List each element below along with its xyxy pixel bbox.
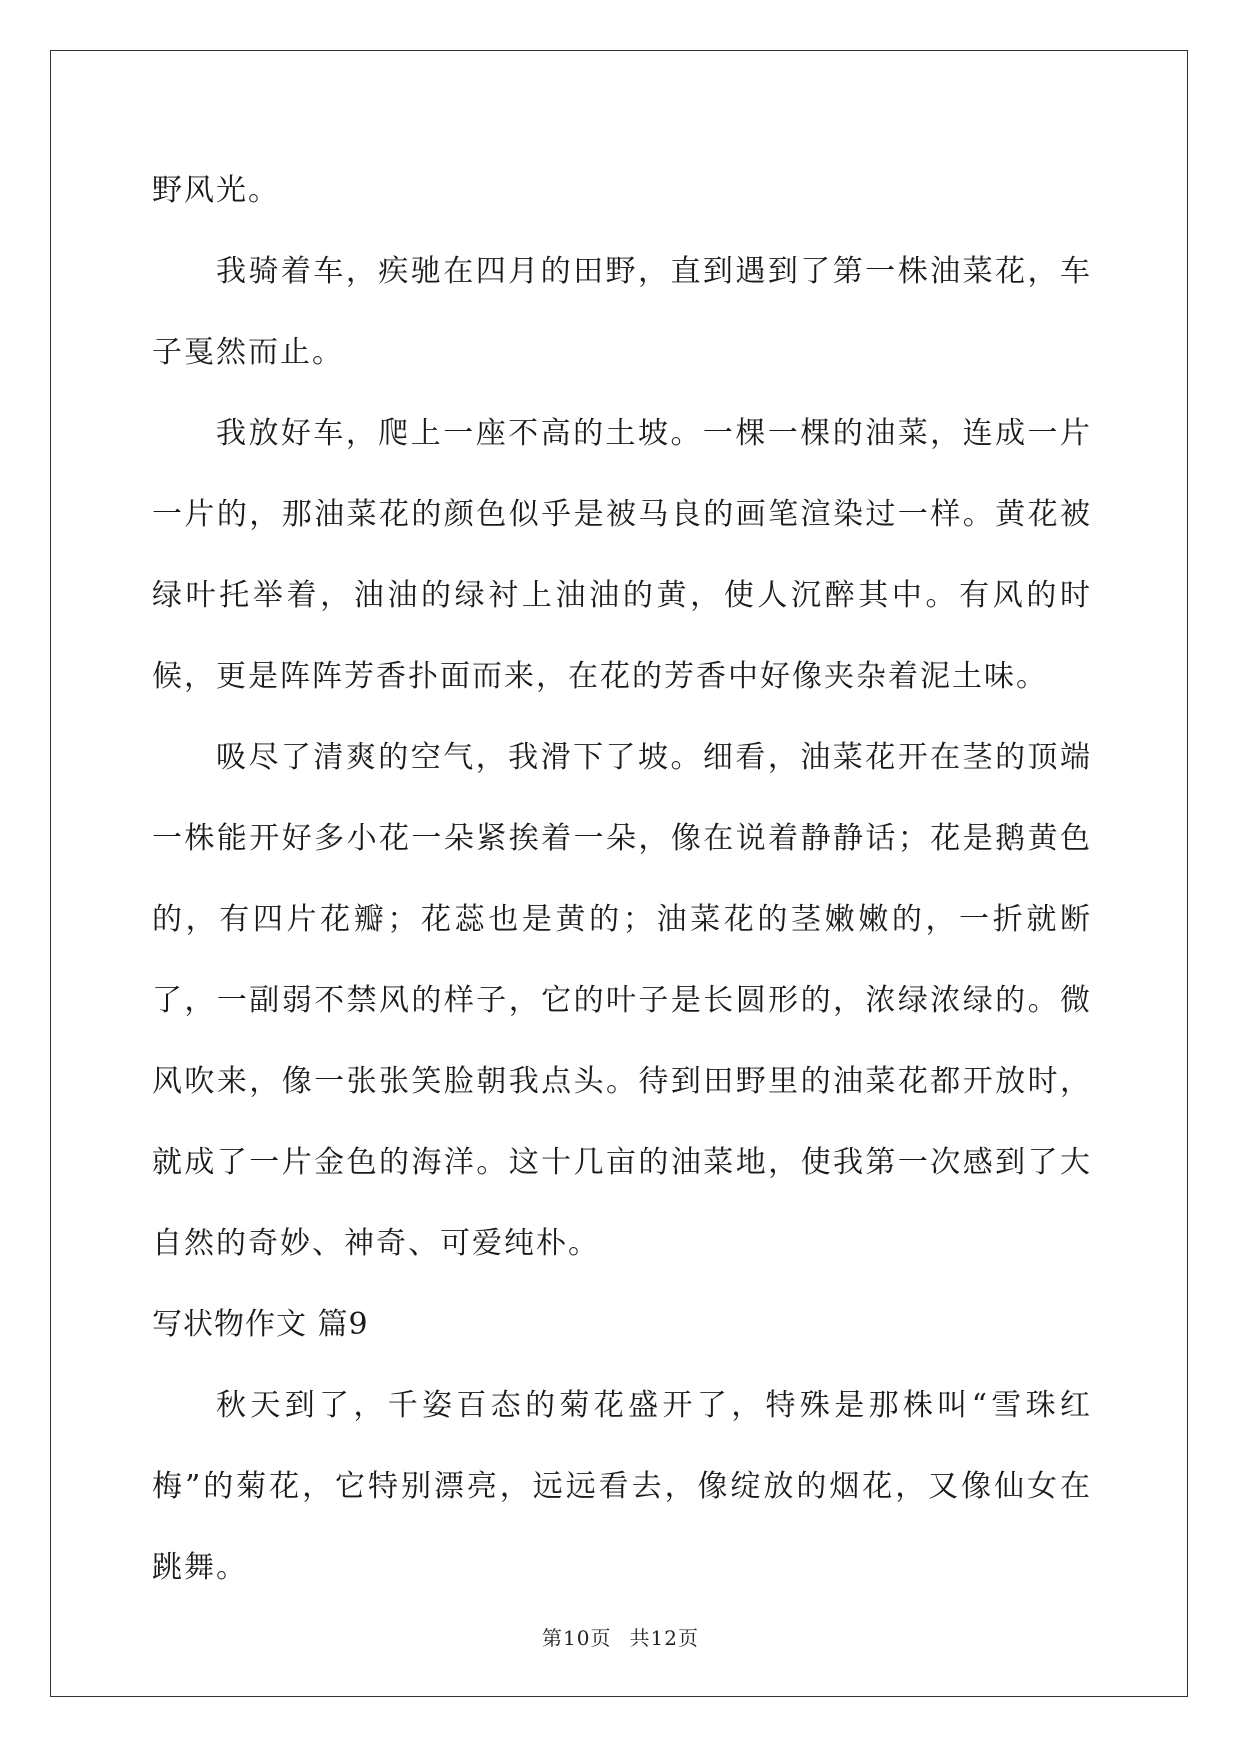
paragraph-3: 我放好车，爬上一座不高的土坡。一棵一棵的油菜，连成一片一片的，那油菜花的颜色似乎是被马良的画笔渲染过一样。黄花被绿叶托举着，油油的绿衬上油油的黄，使人沉醉其中。有风的时候，更是阵阵芳香扑面而来，在花的芳香中好像夹杂着泥土味。 bbox=[152, 416, 1092, 694]
document-body bbox=[152, 150, 1092, 1608]
section-paragraph-1: 秋天到了，千姿百态的菊花盛开了，特殊是那株叫“雪珠红梅”的菊花，它特别漂亮，远远看去，像绽放的烟花，又像仙女在跳舞。 bbox=[152, 1388, 1092, 1585]
page-footer bbox=[0, 1622, 1241, 1651]
page-number: 第10页 bbox=[542, 1626, 612, 1650]
paragraph-4: 吸尽了清爽的空气，我滑下了坡。细看，油菜花开在茎的顶端一株能开好多小花一朵紧挨着一朵，像在说着静静话；花是鹅黄色的，有四片花瓣；花蕊也是黄的；油菜花的茎嫩嫩的，一折就断了，一副弱不禁风的样子，它的叶子是长圆形的，浓绿浓绿的。微风吹来，像一张张笑脸朝我点头。待到田野里的油菜花都开放时，就成了一片金色的海洋。这十几亩的油菜地，使我第一次感到了大自然的奇妙、神奇、可爱纯朴。 bbox=[152, 740, 1092, 1261]
page-total: 共12页 bbox=[629, 1626, 699, 1650]
section-heading: 写状物作文 篇9 bbox=[152, 1307, 369, 1342]
paragraph-1: 野风光。 bbox=[152, 173, 280, 208]
paragraph-2: 我骑着车，疾驰在四月的田野，直到遇到了第一株油菜花，车子戛然而止。 bbox=[152, 254, 1092, 370]
